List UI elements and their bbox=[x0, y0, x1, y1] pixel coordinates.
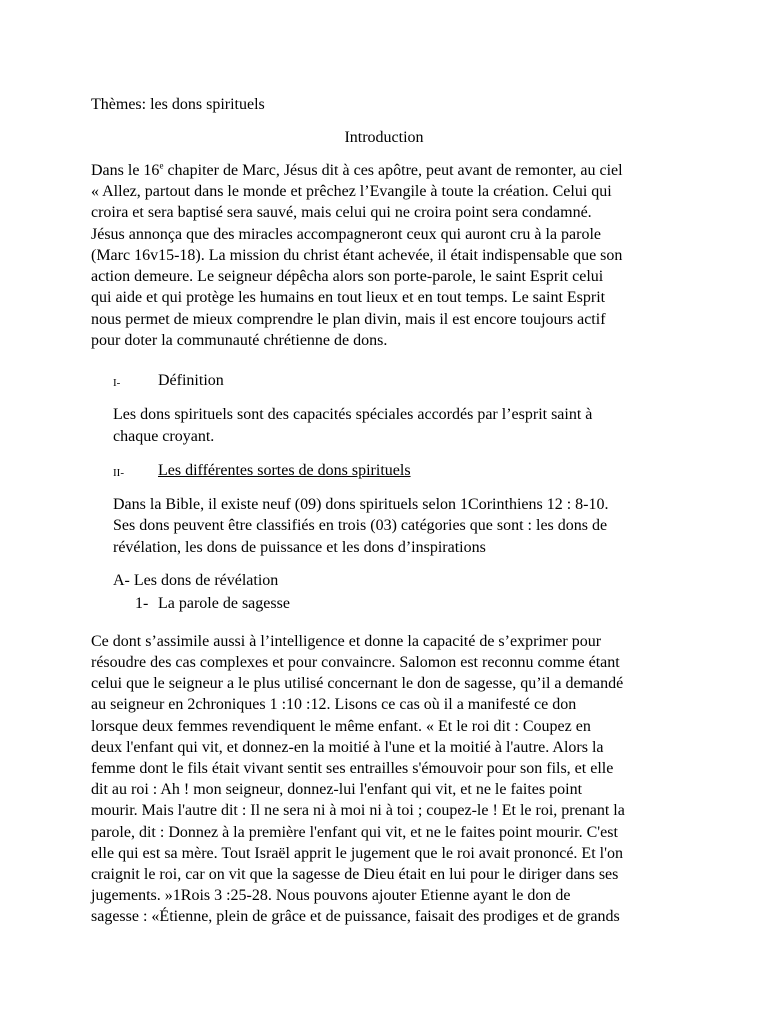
intro-line: action demeure. Le seigneur dépêcha alors son porte-parole, le saint Esprit celui bbox=[91, 268, 604, 285]
body-line: celui que le seigneur a le plus utilisé concernant le don de sagesse, qu’il a demandé bbox=[91, 675, 624, 692]
item1-number: 1- bbox=[135, 595, 149, 612]
body-line: Ce dont s’assimile aussi à l’intelligence et donne la capacité de s’exprimer pour bbox=[91, 633, 602, 650]
section1-line: Les dons spirituels sont des capacités spéciales accordés par l’esprit saint à bbox=[113, 406, 593, 423]
body-line: parole, dit : Donnez à la première l'enfant qui vit, et ne le faites point mourir. C'est bbox=[91, 824, 618, 841]
body-line: deux l'enfant qui vit, et donnez-en la moitié à l'une et la moitié à l'autre. Alors la bbox=[91, 739, 604, 756]
body-line: lorsque deux femmes revendiquent le même enfant. « Et le roi dit : Coupez en bbox=[91, 718, 591, 735]
themes-line: Thèmes: les dons spirituels bbox=[91, 96, 265, 113]
intro-line: qui aide et qui protège les humains en tout lieux et en tout temps. Le saint Esprit bbox=[91, 289, 606, 306]
section1-number: I- bbox=[113, 377, 121, 389]
intro-first-before: Dans le 16 bbox=[91, 162, 160, 179]
body-line: sagesse : «Étienne, plein de grâce et de puissance, faisait des prodiges et de grands bbox=[91, 908, 620, 925]
body-line: jugements. »1Rois 3 :25-28. Nous pouvons ajouter Etienne ayant le don de bbox=[91, 887, 571, 904]
body-line: elle qui est sa mère. Tout Israël apprit le jugement que le roi avait prononcé. Et l'on bbox=[91, 845, 623, 862]
item1-title: La parole de sagesse bbox=[158, 595, 290, 612]
section2-title: Les différentes sortes de dons spirituels bbox=[158, 462, 411, 479]
body-line: résoudre des cas complexes et pour convaincre. Salomon est reconnu comme étant bbox=[91, 654, 620, 671]
intro-line: Jésus annonça que des miracles accompagneront ceux qui auront cru à la parole bbox=[91, 226, 602, 243]
section1-line: chaque croyant. bbox=[113, 428, 215, 445]
intro-line: nous permet de mieux comprendre le plan divin, mais il est encore toujours actif bbox=[91, 311, 606, 328]
body-line: au seigneur en 2chroniques 1 :10 :12. Lisons ce cas où il a manifesté ce don bbox=[91, 696, 577, 713]
intro-line: croira et sera baptisé sera sauvé, mais celui qui ne croira point sera condamné. bbox=[91, 204, 592, 221]
subsection-a-heading: A- Les dons de révélation bbox=[113, 572, 279, 589]
section2-line: Ses dons peuvent être classifiés en trois (03) catégories que sont : les dons de bbox=[113, 517, 608, 534]
body-line: dit au roi : Ah ! mon seigneur, donnez-lui l'enfant qui vit, et ne le faites point bbox=[91, 781, 583, 798]
intro-line: « Allez, partout dans le monde et prêchez l’Evangile à toute la création. Celui qui bbox=[91, 183, 612, 200]
body-line: mourir. Mais l'autre dit : Il ne sera ni à moi ni à toi ; coupez-le ! Et le roi, prenant la bbox=[91, 802, 625, 819]
intro-first-sup: e bbox=[159, 160, 164, 171]
section2-line: révélation, les dons de puissance et les dons d’inspirations bbox=[113, 539, 486, 556]
intro-first-line bbox=[91, 160, 623, 181]
body-line: femme dont le fils était vivant sentit ses entrailles s'émouvoir pour son fils, et elle bbox=[91, 760, 614, 777]
section1-title: Définition bbox=[158, 372, 224, 389]
intro-first-after: chapiter de Marc, Jésus dit à ces apôtre, peut avant de remonter, au ciel bbox=[163, 162, 623, 179]
intro-line: (Marc 16v15-18). La mission du christ étant achevée, il était indispensable que son bbox=[91, 247, 623, 264]
intro-line: pour doter la communauté chrétienne de dons. bbox=[91, 332, 388, 349]
section2-number: II- bbox=[113, 467, 124, 479]
intro-title: Introduction bbox=[344, 129, 424, 146]
section2-line: Dans la Bible, il existe neuf (09) dons spirituels selon 1Corinthiens 12 : 8-10. bbox=[113, 496, 609, 513]
body-line: craignit le roi, car on vit que la sagesse de Dieu était en lui pour le diriger dans ses bbox=[91, 866, 619, 883]
